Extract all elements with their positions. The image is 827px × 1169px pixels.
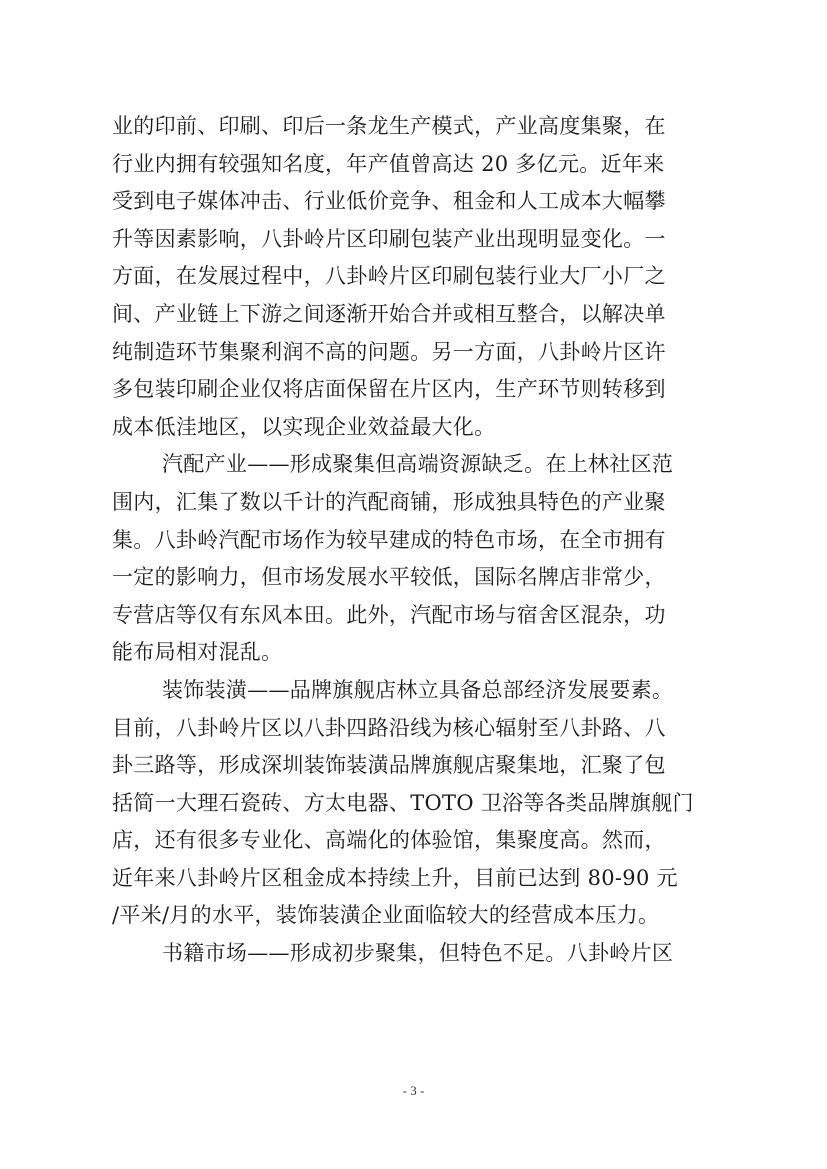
text-line: 一定的影响力，但市场发展水平较低，国际名牌店非常少， xyxy=(112,565,666,590)
text-line: 成本低洼地区，以实现企业效益最大化。 xyxy=(112,414,496,439)
text-line: 括简一大理石瓷砖、方太电器、TOTO 卫浴等各类品牌旗舰门 xyxy=(112,790,694,815)
text-line: 装饰装潢——品牌旗舰店林立具备总部经济发展要素。 xyxy=(162,677,674,702)
text-line: 卦三路等，形成深圳装饰装潢品牌旗舰店聚集地，汇聚了包 xyxy=(112,753,666,778)
text-line: 纯制造环节集聚利润不高的问题。另一方面，八卦岭片区许 xyxy=(112,339,666,364)
text-line: 集。八卦岭汽配市场作为较早建成的特色市场，在全市拥有 xyxy=(112,527,666,552)
text-line: 店，还有很多专业化、高端化的体验馆，集聚度高。然而， xyxy=(112,828,666,853)
text-line: 业的印前、印刷、印后一条龙生产模式，产业高度集聚，在 xyxy=(112,114,666,138)
text-line: 专营店等仅有东风本田。此外，汽配市场与宿舍区混杂，功 xyxy=(112,602,666,627)
page-number: - 3 - xyxy=(402,1083,425,1098)
text-line: 多包装印刷企业仅将店面保留在片区内，生产环节则转移到 xyxy=(112,377,666,402)
text-line: 近年来八卦岭片区租金成本持续上升，目前已达到 80-90 元 xyxy=(112,865,678,890)
text-line: /平米/月的水平，装饰装潢企业面临较大的经营成本压力。 xyxy=(112,903,660,928)
text-line: 受到电子媒体冲击、行业低价竞争、租金和人工成本大幅攀 xyxy=(112,189,666,214)
text-line: 方面，在发展过程中，八卦岭片区印刷包装行业大厂小厂之 xyxy=(112,264,666,289)
text-line: 汽配产业——形成聚集但高端资源缺乏。在上林社区范 xyxy=(162,452,674,477)
text-line: 书籍市场——形成初步聚集，但特色不足。八卦岭片区 xyxy=(162,941,674,966)
text-line: 行业内拥有较强知名度，年产值曾高达 20 多亿元。近年来 xyxy=(112,151,665,176)
text-line: 间、产业链上下游之间逐渐开始合并或相互整合，以解决单 xyxy=(112,301,666,326)
text-line: 能布局相对混乱。 xyxy=(112,640,283,665)
text-line: 升等因素影响，八卦岭片区印刷包装产业出现明显变化。一 xyxy=(112,226,666,251)
body-text xyxy=(112,108,712,973)
text-line: 围内，汇集了数以千计的汽配商铺，形成独具特色的产业聚 xyxy=(112,489,666,514)
text-line: 目前，八卦岭片区以八卦四路沿线为核心辐射至八卦路、八 xyxy=(112,715,666,740)
